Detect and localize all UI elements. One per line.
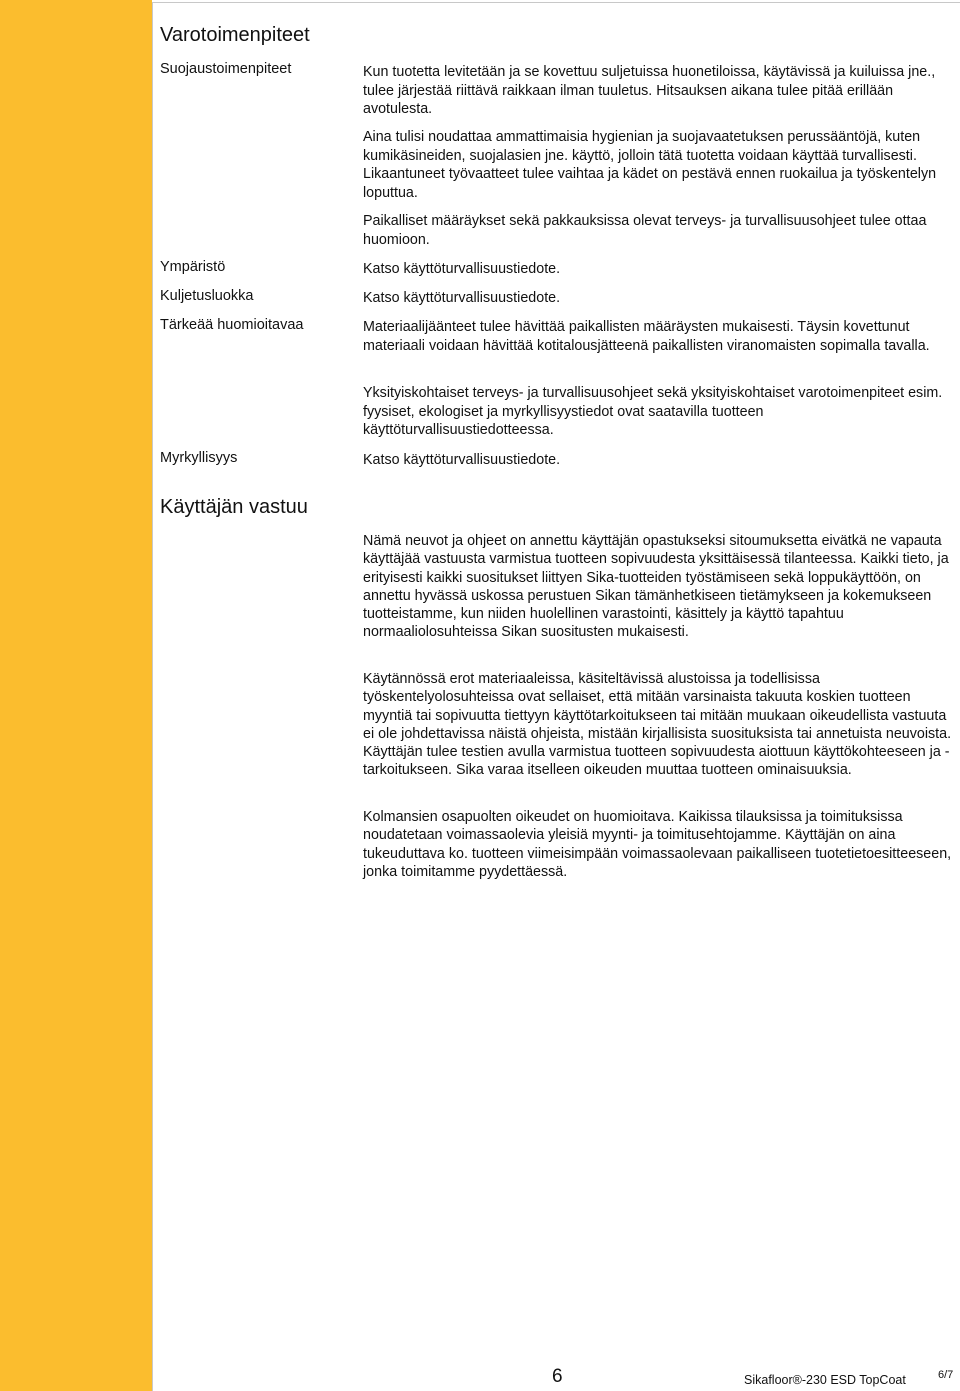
liability-text-2: Käytännössä erot materiaaleissa, käsiteltävissä alustoissa ja todellisissa työskentelyolosuhteissa ovat sellaiset, että mitään varsinaista takuuta koskien tuotteen myyntiä tai sopivuutta tiettyyn käyttötarkoitukseen tai mitään muukaan oikeudellista vastuuta ei ole johdettavissa näistä ohjeista, mistään kirjallisista suosituksista tai annetuista neuvoista. Käyttäjän tulee testien avulla varmistua tuotteen sopivuudesta aiottuun käyttökohteeseen ja -tarkoitukseen. Sika varaa itselleen oikeuden muuttaa tuotteen ominaisuuksia. bbox=[363, 671, 952, 779]
top-divider bbox=[152, 2, 960, 3]
liability-text-3: Kolmansien osapuolten oikeudet on huomioitava. Kaikissa tilauksissa ja toimituksissa noudatetaan voimassaolevia yleisiä myynti- ja toimitusehtojamme. Käyttäjän on aina tukeuduttava ko. tuotteen viimeisimpään voimassaolevaan paikalliseen tuotetietoesitteeseen, jonka toimitamme pyydettäessä. bbox=[363, 809, 952, 880]
label-toxicity: Myrkyllisyys bbox=[160, 450, 238, 466]
label-important: Tärkeää huomioitavaa bbox=[160, 317, 304, 333]
footer-product-name: Sikafloor®-230 ESD TopCoat bbox=[744, 1373, 906, 1387]
left-divider bbox=[152, 2, 153, 1391]
label-transport: Kuljetusluokka bbox=[160, 288, 254, 304]
transport-text: Katso käyttöturvallisuustiedote. bbox=[363, 290, 561, 306]
important-text-1: Materiaalijäänteet tulee hävittää paikallisten määräysten mukaisesti. Täysin kovettunut materiaali voidaan hävittää kotitalousjätteenä paikallisten viranomaisten sopimalla tavalla. bbox=[363, 319, 930, 354]
sidebar-accent bbox=[0, 0, 152, 1391]
section-title-precautions: Varotoimenpiteet bbox=[160, 24, 310, 46]
important-text-2: Yksityiskohtaiset terveys- ja turvallisuusohjeet sekä yksityiskohtaiset varotoimenpiteet esim. fyysiset, ekologiset ja myrkyllisyystiedot ovat saatavilla tuotteen käyttöturvallisuustiedotteessa. bbox=[363, 385, 943, 438]
liability-text-1: Nämä neuvot ja ohjeet on annettu käyttäjän opastukseksi sitoumuksetta eivätkä ne vapauta käyttäjää vastuusta varmistua tuotteen sopivuudesta yksittäisessä tilanteessa. Kaikki tieto, ja erityisesti kaikki suositukset liittyen Sika-tuotteiden työstämiseen sekä loppukäyttöön, on annettu hyvässä uskossa perustuen Sikan tämänhetkiseen tietämykseen ja kokemukseen tuotteistamme, kun niiden huolellinen varastointi, käsittely ja käyttö tapahtuu normaaliolosuhteissa Sikan suositusten mukaisesti. bbox=[363, 533, 949, 641]
label-environment: Ympäristö bbox=[160, 259, 226, 275]
footer-page-number: 6 bbox=[552, 1366, 563, 1387]
label-protection: Suojaustoimenpiteet bbox=[160, 61, 292, 77]
protection-text-1: Kun tuotetta levitetään ja se kovettuu suljetuissa huonetiloissa, käytävissä ja kuiluissa jne., tulee järjestää riittävä raikkaan ilman tuuletus. Hitsauksen aikana tulee pitää erillään avotulesta. bbox=[363, 64, 936, 117]
protection-text-3: Paikalliset määräykset sekä pakkauksissa olevat terveys- ja turvallisuusohjeet tulee ottaa huomioon. bbox=[363, 213, 927, 248]
environment-text: Katso käyttöturvallisuustiedote. bbox=[363, 261, 561, 277]
toxicity-text: Katso käyttöturvallisuustiedote. bbox=[363, 452, 561, 468]
footer-page-of: 6/7 bbox=[938, 1369, 954, 1381]
section-title-liability: Käyttäjän vastuu bbox=[160, 496, 308, 518]
protection-text-2: Aina tulisi noudattaa ammattimaisia hygienian ja suojavaatetuksen perussääntöjä, kuten kumikäsineiden, suojalasien jne. käyttö, jolloin tätä tuotetta voidaan käyttää turvallisesti. Likaantuneet työvaatteet tulee vaihtaa ja kädet on pestävä ennen ruokailua ja työskentelyn loputtua. bbox=[363, 129, 937, 201]
